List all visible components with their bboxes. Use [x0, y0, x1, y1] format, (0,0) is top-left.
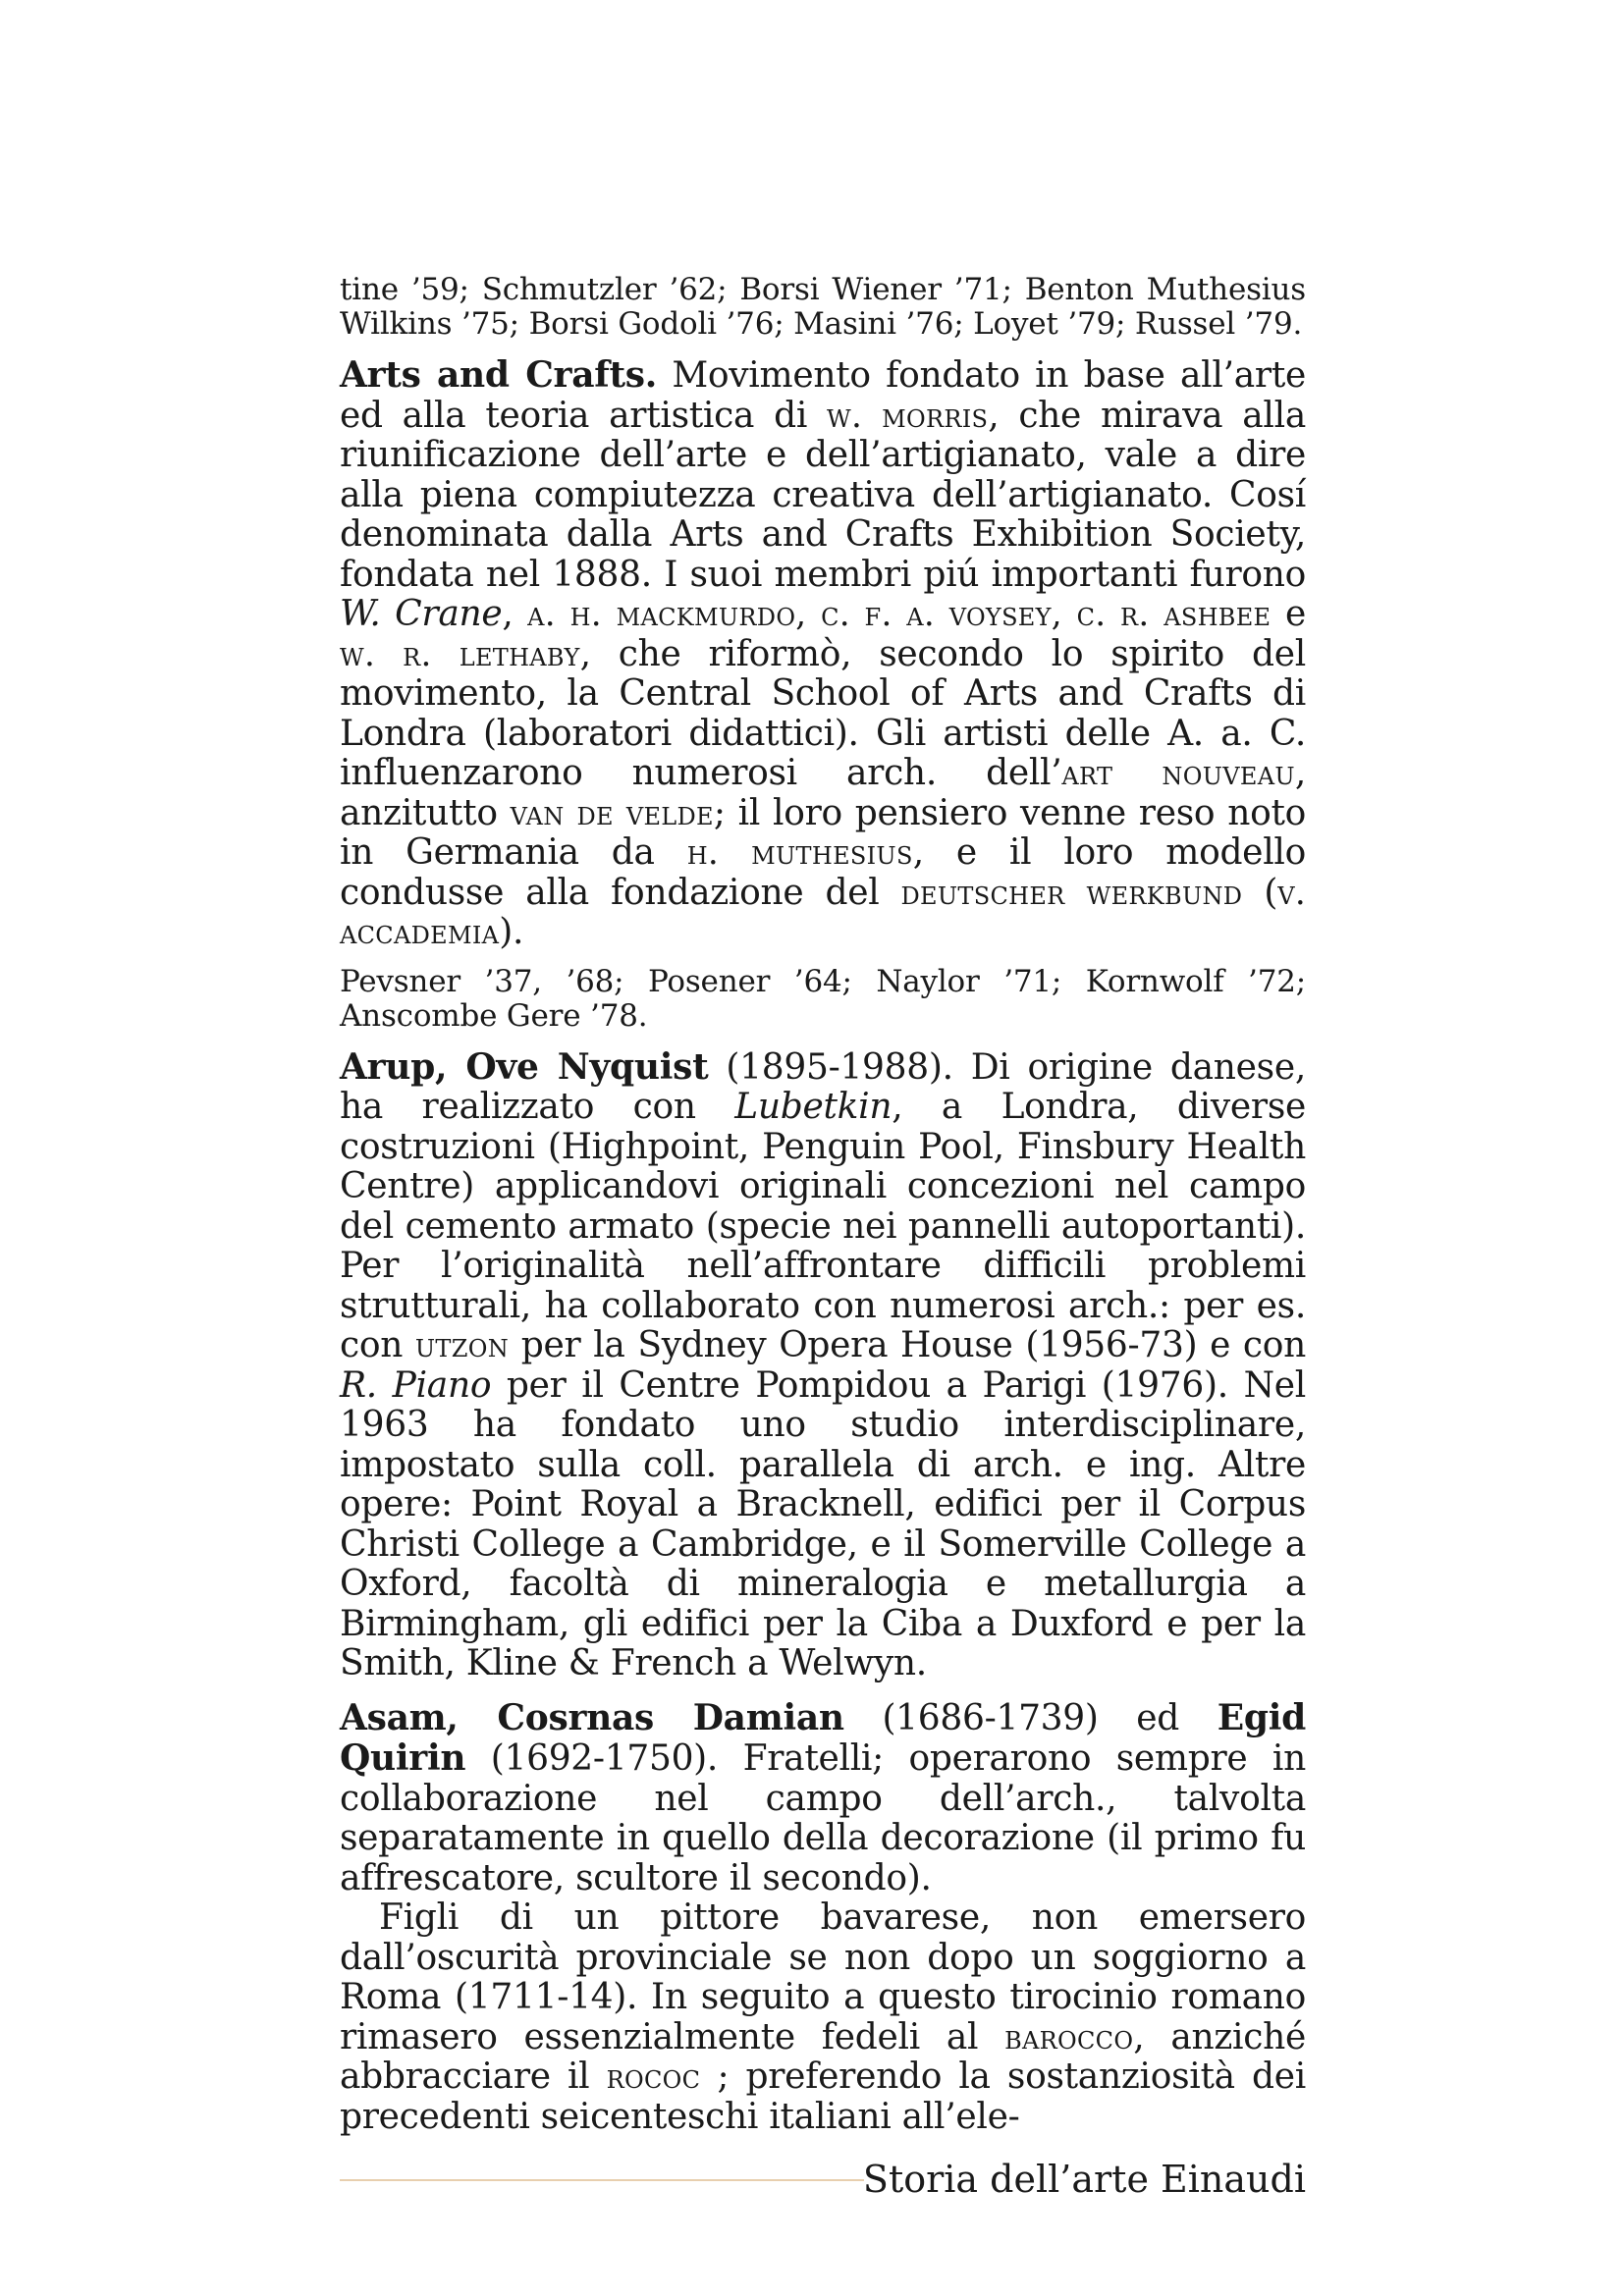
entry-asam-continuation: Figli di un pittore bavarese, non emersero dall’oscurità provinciale se non dopo un soggiorno a Roma (1711-14). In seguito a questo tirocinio romano rimasero essenzialmente fedeli al barocco, anziché abbracciare il rococ ; preferendo la sostanziosità dei precedenti seicenteschi italiani all’ele-: [340, 1897, 1306, 2137]
cross-reference: deutscher werkbund: [900, 873, 1243, 913]
page-footer: [340, 2156, 1306, 2205]
italic-name: W. Crane: [340, 594, 503, 634]
cross-reference: w. morris: [827, 396, 989, 436]
italic-name: Lubetkin: [734, 1087, 893, 1127]
italic-name: R. Piano: [340, 1364, 492, 1406]
cross-reference: barocco: [1004, 2017, 1134, 2057]
text-column: [340, 273, 1306, 2137]
cross-reference: utzon: [414, 1326, 509, 1365]
footer-rule: [340, 2179, 864, 2181]
entry-heading: Arup, Ove Nyquist: [340, 1045, 709, 1088]
entry-heading-secondary: Egid Quirin: [340, 1696, 1306, 1779]
cross-reference: h. muthesius: [686, 833, 913, 873]
entry-heading: Asam, Cosrnas Damian: [340, 1696, 844, 1738]
entry-arup: Arup, Ove Nyquist (1895-1988). Di origine danese, ha realizzato con Lubetkin, a Londra, diverse costruzioni (Highpoint, Penguin Pool, Finsbury Health Centre) applicandovi originali concezioni nel campo del cemento armato (specie nei pannelli autoportanti). Per l’originalità nell’affrontare difficili problemi strutturali, ha collaborato con numerosi arch.: per es. con utzon per la Sydney Opera House (1956-73) e con R. Piano per il Centre Pompidou a Parigi (1976). Nel 1963 ha fondato uno studio interdisciplinare, impostato sulla coll. parallela di arch. e ing. Altre opere: Point Royal a Bracknell, edifici per il Corpus Christi College a Cambridge, e il Somerville College a Oxford, facoltà di mineralogia e metallurgia a Birmingham, gli edifici per la Ciba a Duxford e per la Smith, Kline & French a Welwyn.: [340, 1045, 1307, 1683]
entry-arts-and-crafts: Arts and Crafts. Movimento fondato in base all’arte ed alla teoria artistica di w. morris, che mirava alla riunificazione dell’arte e dell’artigianato, vale a dire alla piena compiutezza creativa dell’artigianato. Cosí denominata dalla Arts and Crafts Exhibition Society, fondata nel 1888. I suoi membri piú importanti furono W. Crane, a. h. mackmurdo, c. f. a. voysey, c. r. ashbee e w. r. lethaby, che riformò, secondo lo spirito del movimento, la Central School of Arts and Crafts di Londra (laboratori didattici). Gli artisti delle A. a. C. influenzarono numerosi arch. dell’art nouveau, anzitutto van de velde; il loro pensiero venne reso noto in Germania da h. muthesius, e il loro modello condusse alla fondazione del deutscher werkbund (v. accademia).: [340, 354, 1307, 952]
cross-reference: van de velde: [510, 793, 714, 833]
footer-title: Storia dell’arte Einaudi: [862, 2158, 1306, 2201]
cross-reference: a. h. mackmurdo, c. f. a. voysey, c. r. ashbee: [527, 595, 1271, 634]
cross-reference: art nouveau: [1061, 754, 1295, 793]
entry-asam: Asam, Cosrnas Damian (1686-1739) ed Egid Quirin (1692-1750). Fratelli; operarono sempre in collaborazione nel campo dell’arch., talvolta separatamente in quello della decorazione (il primo fu affrescatore, scultore il secondo).: [340, 1696, 1306, 1898]
bibliography-arts-and-crafts: Pevsner ’37, ’68; Posener ’64; Naylor ’71; Kornwolf ’72; Anscombe Gere ’78.: [340, 963, 1306, 1034]
bibliography-previous-entry: tine ’59; Schmutzler ’62; Borsi Wiener ’71; Benton Muthesius Wilkins ’75; Borsi Godoli ’76; Masini ’76; Loyet ’79; Russel ’79.: [340, 272, 1306, 342]
cross-reference: w. r. lethaby: [340, 634, 580, 674]
cross-reference: rococ: [606, 2057, 701, 2097]
entry-heading: Arts and Crafts.: [340, 354, 657, 396]
cross-reference: v. accademia: [340, 873, 1306, 952]
